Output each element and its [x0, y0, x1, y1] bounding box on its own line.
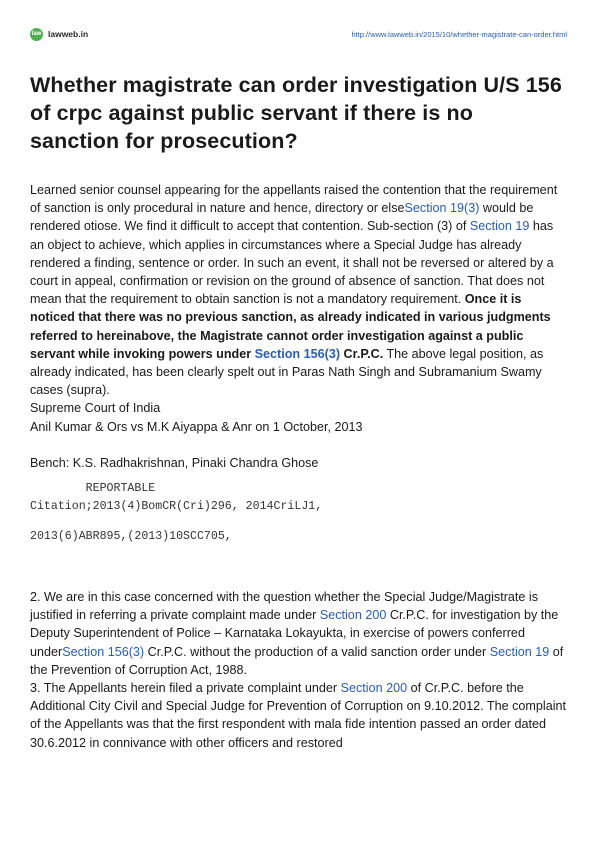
bench: Bench: K.S. Radhakrishnan, Pinaki Chandra Ghose	[30, 455, 319, 470]
text: 3. The Appellants herein filed a private complaint under	[30, 681, 341, 696]
paragraph-sanction	[30, 181, 567, 399]
text: has an object to achieve, which applies in circumstances where a Special Judge has already rendered a finding, sentence or order. In such an event, it shall not be reversed or altered by a court in appeal, confirmation or revision on the ground of absence of sanction. That does not mean that the requirement to obtain sanction is not a mandatory requirement.	[30, 219, 554, 307]
spacer	[30, 436, 567, 454]
article-title: Whether magistrate can order investigation U/S 156 of crpc against public servant if there is no sanction for prosecution?	[30, 73, 562, 153]
link-section-200[interactable]: Section 200	[340, 681, 408, 696]
link-section-156-3[interactable]: Section 156(3)	[62, 644, 145, 659]
link-section-19[interactable]: Section 19	[469, 219, 530, 234]
paragraph-3	[30, 679, 567, 752]
bold-holding: Once it is noticed that there was no previous sanction, as already indicated in various judgments referred to hereinabove, the Magistrate cannot order investigation against a public servant while invoking powers under	[30, 292, 551, 361]
bold-crpc: Cr.P.C.	[340, 346, 384, 361]
spacer	[30, 516, 567, 528]
text: would be rendered otiose. We find it difficult to accept that contention. Sub-section (3) of	[30, 201, 534, 234]
link-section-200[interactable]: Section 200	[319, 608, 387, 623]
article-body	[30, 181, 567, 752]
citation-line-1: Citation;2013(4)BomCR(Cri)296, 2014CriLJ1,	[30, 500, 323, 514]
citation-line-2: 2013(6)ABR895,(2013)10SCC705,	[30, 530, 232, 544]
link-section-19-3[interactable]: Section 19(3)	[404, 201, 480, 216]
law-logo-icon: law	[30, 28, 43, 41]
spacer	[30, 472, 567, 480]
reportable-label: REPORTABLE	[30, 482, 156, 496]
text: Cr.P.C. without the production of a valid sanction order under	[144, 644, 490, 659]
text: 2. We are in this case concerned with the question whether the Special Judge/Magistrate is justified in referring a private complaint made under	[30, 590, 538, 623]
case-name: Anil Kumar & Ors vs M.K Aiyappa & Anr on 1 October, 2013	[30, 419, 363, 434]
document-page	[0, 23, 595, 865]
page-header	[30, 23, 567, 45]
text: Cr.P.C. for investigation by the Deputy Superintendent of Police – Karnataka Lokayukta, in exercise of powers conferred under	[30, 608, 559, 659]
page-url[interactable]: http://www.lawweb.in/2015/10/whether-magistrate-can-order.html	[351, 29, 567, 39]
text: of Cr.P.C. before the Additional City Civil and Special Judge for Prevention of Corruption on 9.10.2012. The complaint of the Appellants was that the first respondent with mala fide intention passed an order dated 30.6.2012 in connivance with other officers and restored	[30, 681, 567, 750]
site-name: lawweb.in	[48, 29, 89, 39]
text: Learned senior counsel appearing for the appellants raised the contention that the requirement of sanction is only procedural in nature and hence, directory or else	[30, 183, 558, 216]
paragraph-2	[30, 588, 567, 679]
link-section-19[interactable]: Section 19	[489, 644, 550, 659]
text: The above legal position, as already indicated, has been clearly spelt out in Paras Nath Singh and Subramanium Swamy cases (supra).	[30, 346, 544, 398]
site-brand[interactable]	[30, 28, 88, 41]
court-name: Supreme Court of India	[30, 401, 161, 416]
spacer	[30, 546, 567, 588]
text: of the Prevention of Corruption Act, 1988.	[30, 644, 564, 677]
link-section-156-3[interactable]: Section 156(3)	[254, 346, 341, 361]
